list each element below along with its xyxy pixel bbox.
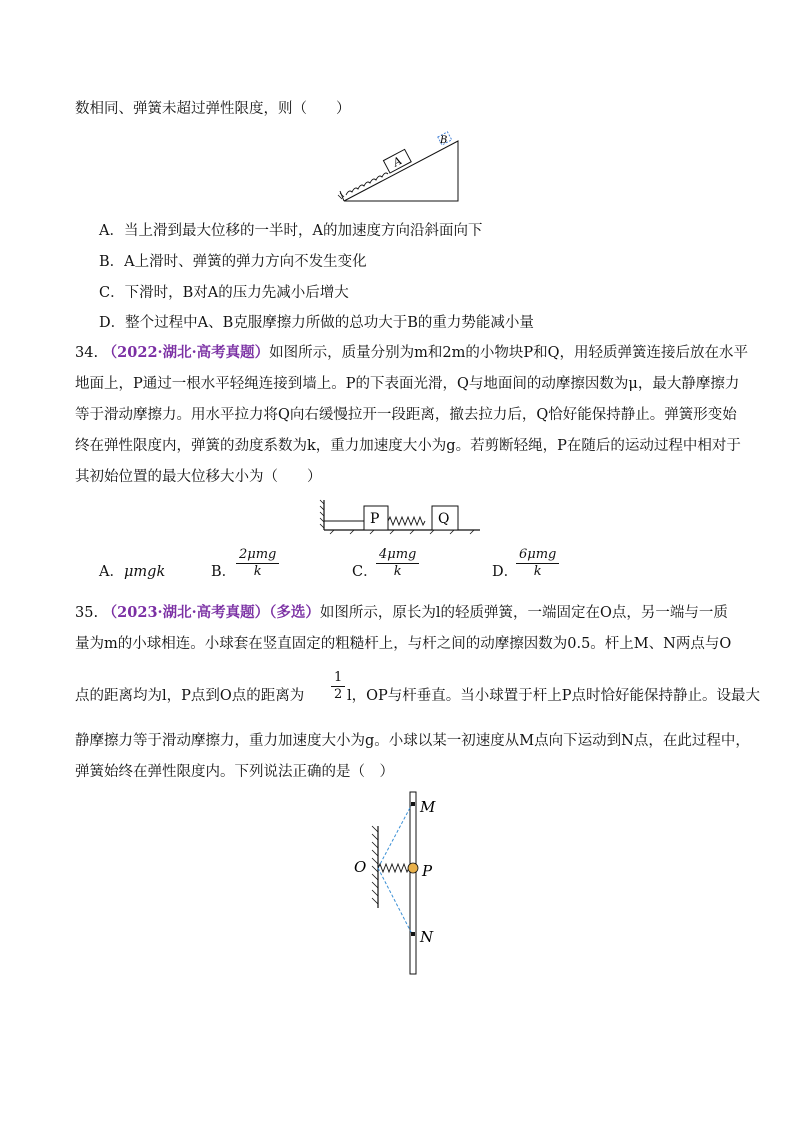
q34-option-a-letter: A． (99, 564, 124, 580)
q35-half-num: 1 (331, 670, 345, 687)
block-a-label: A (390, 154, 405, 170)
block-q-label: Q (438, 511, 450, 527)
prev-stem-tail: 数相同、弹簧未超过弹性限度，则（ ） (75, 101, 351, 117)
point-o-label: O (354, 858, 367, 876)
q34-option-b-fraction (236, 547, 279, 580)
block-p-label: P (370, 511, 380, 527)
prev-option-a: A．当上滑到最大位移的一半时，A的加速度方向沿斜面向下 (99, 223, 483, 239)
point-m-label: M (420, 798, 436, 816)
q34-line-1: 如图所示，质量分别为m和2m的小物块P和Q，用轻质弹簧连接后放在水平 (269, 345, 748, 361)
q34-option-a (99, 562, 165, 582)
point-n-label: N (420, 928, 434, 946)
rod-spring-figure (350, 788, 450, 978)
q35-source-tag: （2023·湖北·高考真题）（多选） (102, 604, 320, 621)
point-p-label: P (422, 862, 433, 880)
q34-option-c-num: 4μmg (376, 547, 419, 564)
q35-number: 35. (75, 605, 99, 621)
q34-option-d-den: k (533, 564, 542, 579)
q35-half-fraction (331, 670, 345, 703)
q35-line-3b: l，OP与杆垂直。当小球置于杆上P点时恰好能保持静止。设最大 (347, 688, 761, 704)
q35-line-2: 量为m的小球相连。小球套在竖直固定的粗糙杆上，与杆之间的动摩擦因数为0.5。杆上M、N两点与O (75, 636, 732, 652)
q34-source-tag: （2022·湖北·高考真题） (102, 344, 270, 361)
q34-first-line (75, 343, 748, 363)
q34-option-d-num: 6μmg (516, 547, 559, 564)
prev-option-d: D．整个过程中A、B克服摩擦力所做的总功大于B的重力势能减小量 (99, 315, 534, 331)
q34-line-2: 地面上，P通过一根水平轻绳连接到墙上。P的下表面光滑，Q与地面间的动摩擦因数为μ，最大静摩擦力 (75, 376, 740, 392)
block-b-label: B (440, 135, 448, 146)
q34-option-c-den: k (393, 564, 402, 579)
q34-number: 34. (75, 345, 99, 361)
q34-option-b-num: 2μmg (236, 547, 279, 564)
q34-option-d-letter: D． (492, 564, 519, 580)
incline-figure (340, 125, 470, 205)
spring-blocks-figure (320, 500, 480, 536)
q34-line-4: 终在弹性限度内，弹簧的劲度系数为k，重力加速度大小为g。若剪断轻绳，P在随后的运动过程中相对于 (75, 438, 741, 454)
q34-line-5: 其初始位置的最大位移大小为（ ） (75, 469, 322, 485)
q35-line-4: 静摩擦力等于滑动摩擦力，重力加速度大小为g。小球以某一初速度从M点向下运动到N点，在此过程中， (75, 733, 750, 749)
q34-option-c-fraction (376, 547, 419, 580)
q34-option-c-letter: C． (352, 564, 378, 580)
q34-option-d-fraction (516, 547, 559, 580)
q35-line-3a: 点的距离均为l，P点到O点的距离为 (75, 688, 305, 704)
q35-first-line (75, 603, 728, 623)
q34-line-3: 等于滑动摩擦力。用水平拉力将Q向右缓慢拉开一段距离，撤去拉力后，Q恰好能保持静止。弹簧形变始 (75, 407, 737, 423)
prev-option-b: B．A上滑时、弹簧的弹力方向不发生变化 (99, 254, 367, 270)
q34-option-b-den: k (253, 564, 262, 579)
q34-option-a-text: μmgk (123, 564, 166, 580)
prev-option-c: C．下滑时，B对A的压力先减小后增大 (99, 285, 349, 301)
q34-option-b-letter: B． (211, 564, 237, 580)
q35-line-5: 弹簧始终在弹性限度内。下列说法正确的是（ ） (75, 764, 394, 780)
q35-half-den: 2 (334, 687, 343, 702)
q35-line-1: 如图所示，原长为l的轻质弹簧，一端固定在O点，另一端与一质 (319, 605, 728, 621)
